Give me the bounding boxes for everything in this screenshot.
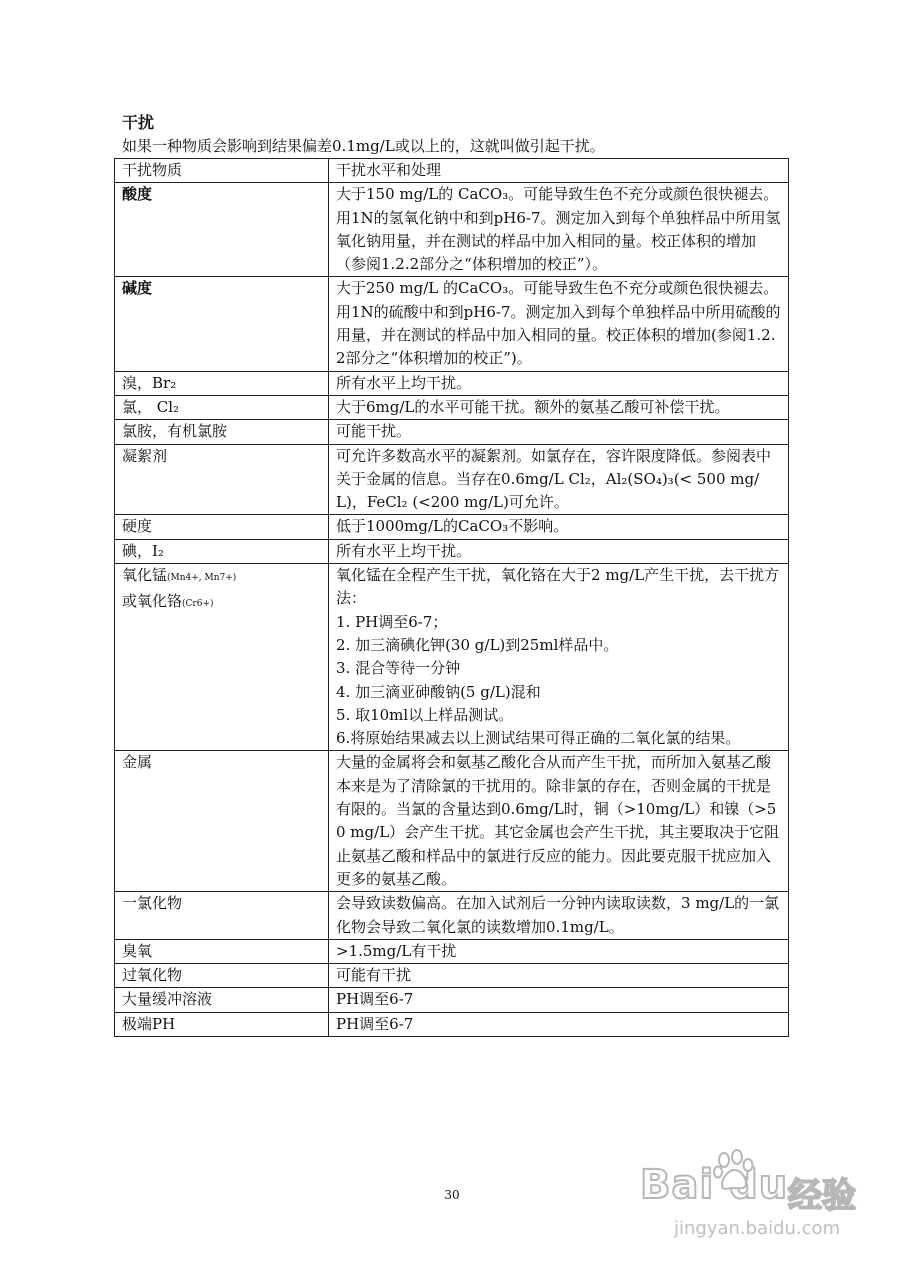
treatment-step: 3. 混合等待一分钟 bbox=[336, 659, 461, 678]
treatment-cell: 大于150 mg/L的 CaCO₃。可能导致生色不充分或颜色很快褪去。用1N的氢氧化钠中和到pH6-7。测定加入到每个单独样品中所用氢氧化钠用量，并在测试的样品中加入相同的量。校正体积的增加（参阅1.2.2部分之“体积增加的校正”）。 bbox=[329, 183, 789, 277]
substance-name: 氧化锰 bbox=[122, 566, 168, 585]
substance-line bbox=[122, 564, 324, 590]
treatment-cell: PH调至6-7 bbox=[329, 1012, 789, 1036]
table-row bbox=[115, 988, 789, 1012]
baidu-jingyan-watermark bbox=[640, 1148, 880, 1258]
substance-cell: 一氯化物 bbox=[115, 892, 329, 940]
table-row bbox=[115, 183, 789, 277]
treatment-cell: 低于1000mg/L的CaCO₃不影响。 bbox=[329, 515, 789, 539]
page-number: 30 bbox=[444, 1188, 460, 1202]
treatment-cell: 可能有干扰 bbox=[329, 964, 789, 988]
substance-cell: 硬度 bbox=[115, 515, 329, 539]
treatment-cell: 可能干扰。 bbox=[329, 420, 789, 444]
substance-cell: 凝絮剂 bbox=[115, 444, 329, 515]
substance-cell: 极端PH bbox=[115, 1012, 329, 1036]
watermark-brand: 经验 bbox=[788, 1176, 856, 1216]
table-row bbox=[115, 420, 789, 444]
section-heading: 干扰 bbox=[122, 113, 155, 132]
table-row bbox=[115, 277, 789, 371]
treatment-cell: 大量的金属将会和氨基乙酸化合从而产生干扰，而所加入氨基乙酸本来是为了清除氯的干扰用的。除非氯的存在，否则金属的干扰是有限的。当氯的含量达到0.6mg/L时，铜（>10mg/L）和镍（>50 mg/L）会产生干扰。其它金属也会产生干扰，其主要取决于它阻止氨基乙酸和样品中的氯进行反应的能力。因此要克服干扰应加入更多的氨基乙酸。 bbox=[329, 751, 789, 892]
substance-cell: 碘，I₂ bbox=[115, 539, 329, 563]
substance-cell: 金属 bbox=[115, 751, 329, 892]
substance-cell bbox=[115, 564, 329, 751]
treatment-cell: 会导致读数偏高。在加入试剂后一分钟内读取读数，3 mg/L的一氯化物会导致二氧化氯的读数增加0.1mg/L。 bbox=[329, 892, 789, 940]
treatment-cell: 所有水平上均干扰。 bbox=[329, 539, 789, 563]
table-row bbox=[115, 515, 789, 539]
treatment-cell: 大于250 mg/L 的CaCO₃。可能导致生色不充分或颜色很快褪去。用1N的硫酸中和到pH6-7。测定加入到每个单独样品中所用硫酸的用量，并在测试的样品中加入相同的量。校正体积的增加(参阅1.2.2部分之“体积增加的校正”)。 bbox=[329, 277, 789, 371]
table-header-row bbox=[115, 159, 789, 183]
treatment-step: 2. 加三滴碘化钾(30 g/L)到25ml样品中。 bbox=[336, 635, 619, 654]
intro-text: 如果一种物质会影响到结果偏差0.1mg/L或以上的，这就叫做引起干扰。 bbox=[122, 137, 605, 155]
watermark-logo-text: Bai du bbox=[640, 1162, 789, 1208]
table-row bbox=[115, 1012, 789, 1036]
treatment-cell: 大于6mg/L的水平可能干扰。额外的氨基乙酸可补偿干扰。 bbox=[329, 395, 789, 419]
treatment-cell: PH调至6-7 bbox=[329, 988, 789, 1012]
header-substance: 干扰物质 bbox=[115, 159, 329, 183]
substance-cell: 过氧化物 bbox=[115, 964, 329, 988]
treatment-step: 4. 加三滴亚砷酸钠(5 g/L)混和 bbox=[336, 682, 541, 701]
table-row bbox=[115, 371, 789, 395]
table-row bbox=[115, 539, 789, 563]
treatment-line: 氧化锰在全程产生干扰，氧化铬在大于2 mg/L产生干扰，去干扰方法： bbox=[336, 566, 780, 608]
substance-note: (Cr6+) bbox=[182, 599, 214, 610]
substance-name: 或氧化铬 bbox=[122, 592, 183, 611]
substance-cell: 大量缓冲溶液 bbox=[115, 988, 329, 1012]
substance-cell: 溴，Br₂ bbox=[115, 371, 329, 395]
substance-cell: 酸度 bbox=[115, 183, 329, 277]
paw-icon bbox=[712, 1148, 756, 1192]
interference-table bbox=[114, 158, 789, 1037]
treatment-cell: >1.5mg/L有干扰 bbox=[329, 939, 789, 963]
treatment-step: 6.将原始结果减去以上测试结果可得正确的二氧化氯的结果。 bbox=[336, 729, 741, 748]
substance-line bbox=[122, 590, 324, 616]
table-row bbox=[115, 564, 789, 751]
table-row bbox=[115, 444, 789, 515]
treatment-step: 5. 取10ml以上样品测试。 bbox=[336, 705, 514, 724]
substance-cell: 氯， Cl₂ bbox=[115, 395, 329, 419]
treatment-cell bbox=[329, 564, 789, 751]
table-row bbox=[115, 395, 789, 419]
substance-cell: 氯胺，有机氯胺 bbox=[115, 420, 329, 444]
table-row bbox=[115, 892, 789, 940]
substance-cell: 碱度 bbox=[115, 277, 329, 371]
substance-cell: 臭氧 bbox=[115, 939, 329, 963]
watermark-url: jingyan.baidu.com bbox=[674, 1218, 841, 1239]
table-row bbox=[115, 939, 789, 963]
substance-note: (Mn4+, Mn7+) bbox=[167, 573, 237, 584]
treatment-cell: 可允许多数高水平的凝絮剂。如氯存在，容许限度降低。参阅表中关于金属的信息。当存在0.6mg/L Cl₂，Al₂(SO₄)₃(< 500 mg/L)，FeCl₂ (<200 mg/L)可允许。 bbox=[329, 444, 789, 515]
header-treatment: 干扰水平和处理 bbox=[329, 159, 789, 183]
treatment-step: 1. PH调至6-7； bbox=[336, 612, 448, 631]
treatment-cell: 所有水平上均干扰。 bbox=[329, 371, 789, 395]
table-row bbox=[115, 964, 789, 988]
table-row bbox=[115, 751, 789, 892]
